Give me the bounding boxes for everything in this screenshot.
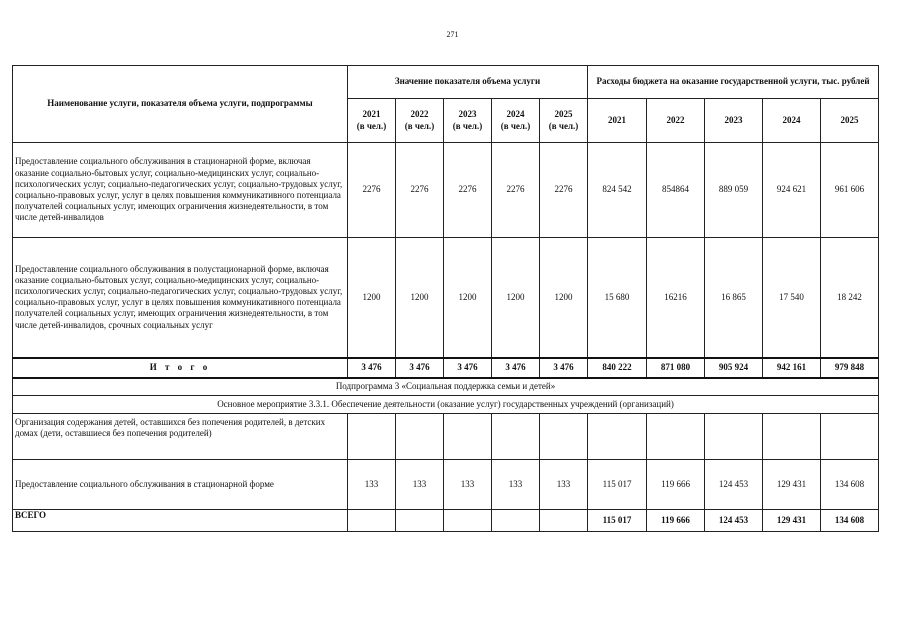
budget-cell: 115 017 [588, 460, 647, 510]
total-label: ВСЕГО [13, 510, 348, 532]
volume-cell: 133 [540, 460, 588, 510]
total-budget-cell: 115 017 [588, 510, 647, 532]
budget-cell: 924 621 [763, 143, 821, 238]
itogo-budget-cell: 942 161 [763, 358, 821, 378]
volume-cell: 2276 [492, 143, 540, 238]
budget-cell: 961 606 [821, 143, 879, 238]
budget-cell: 18 242 [821, 238, 879, 358]
budget-cell: 16216 [647, 238, 705, 358]
volume-cell: 2276 [444, 143, 492, 238]
volume-cell [348, 414, 396, 460]
name-column-header: Наименование услуги, показателя объема услуги, подпрограммы [13, 66, 348, 143]
total-budget-cell: 134 608 [821, 510, 879, 532]
budget-cell: 124 453 [705, 460, 763, 510]
volume-year-header: 2024 (в чел.) [492, 99, 540, 143]
itogo-volume-cell: 3 476 [540, 358, 588, 378]
budget-cell [763, 414, 821, 460]
budget-cell: 119 666 [647, 460, 705, 510]
itogo-budget-cell: 840 222 [588, 358, 647, 378]
service-budget-table [12, 65, 879, 532]
itogo-budget-cell: 979 848 [821, 358, 879, 378]
service-name-cell: Предоставление социального обслуживания в стационарной форме, включая оказание социально-бытовых услуг, социально-медицинских услуг, социально-психологических услуг, социально-педагогических услуг, социально-трудовых услуг, социально-правовых услуг, услуг в целях повышения коммуникативного потенциала получателей социальных услуг, имеющих ограничения жизнедеятельности, в том числе детей-инвалидов [13, 143, 348, 238]
budget-cell [705, 414, 763, 460]
budget-cell: 16 865 [705, 238, 763, 358]
volume-year-header: 2022 (в чел.) [396, 99, 444, 143]
volume-cell [492, 414, 540, 460]
itogo-budget-cell: 871 080 [647, 358, 705, 378]
volume-cell: 1200 [540, 238, 588, 358]
volume-cell: 133 [492, 460, 540, 510]
budget-cell [647, 414, 705, 460]
page-number: 271 [446, 30, 459, 39]
total-volume-cell [396, 510, 444, 532]
budget-year-header: 2022 [647, 99, 705, 143]
service-name-cell: Организация содержания детей, оставшихся без попечения родителей, в детских домах (дети, оставшиеся без попечения родителей) [13, 414, 348, 460]
volume-cell: 2276 [396, 143, 444, 238]
table-row [13, 414, 879, 460]
budget-year-header: 2025 [821, 99, 879, 143]
total-budget-cell: 119 666 [647, 510, 705, 532]
total-volume-cell [348, 510, 396, 532]
total-budget-cell: 129 431 [763, 510, 821, 532]
volume-group-header: Значение показателя объема услуги [348, 66, 588, 99]
itogo-volume-cell: 3 476 [492, 358, 540, 378]
budget-cell [821, 414, 879, 460]
volume-cell: 133 [444, 460, 492, 510]
volume-cell: 1200 [444, 238, 492, 358]
total-volume-cell [444, 510, 492, 532]
volume-cell [444, 414, 492, 460]
budget-year-header: 2024 [763, 99, 821, 143]
budget-cell: 824 542 [588, 143, 647, 238]
budget-year-header: 2023 [705, 99, 763, 143]
total-budget-cell: 124 453 [705, 510, 763, 532]
itogo-label: И т о г о [13, 358, 348, 378]
itogo-row [13, 358, 879, 378]
budget-cell: 17 540 [763, 238, 821, 358]
itogo-volume-cell: 3 476 [348, 358, 396, 378]
volume-cell [540, 414, 588, 460]
total-volume-cell [492, 510, 540, 532]
itogo-budget-cell: 905 924 [705, 358, 763, 378]
budget-group-header: Расходы бюджета на оказание государственной услуги, тыс. рублей [588, 66, 879, 99]
table-row [13, 460, 879, 510]
service-name-cell: Предоставление социального обслуживания в полустационарной форме, включая оказание социально-бытовых услуг, социально-медицинских услуг, социально-психологических услуг, социально-педагогических услуг, социально-трудовых услуг, социально-правовых услуг, услуг в целях повышения коммуникативного потенциала получателей социальных услуг, имеющих ограничения жизнедеятельности, в том числе детей-инвалидов, срочных социальных услуг [13, 238, 348, 358]
budget-cell: 854864 [647, 143, 705, 238]
itogo-volume-cell: 3 476 [396, 358, 444, 378]
table-row [13, 143, 879, 238]
main-event-heading: Основное мероприятие 3.3.1. Обеспечение деятельности (оказание услуг) государственных учреждений (организаций) [13, 396, 879, 414]
budget-cell: 889 059 [705, 143, 763, 238]
budget-cell [588, 414, 647, 460]
volume-year-header: 2021 (в чел.) [348, 99, 396, 143]
total-row [13, 510, 879, 532]
volume-cell [396, 414, 444, 460]
volume-cell: 1200 [492, 238, 540, 358]
volume-cell: 1200 [348, 238, 396, 358]
itogo-volume-cell: 3 476 [444, 358, 492, 378]
budget-cell: 134 608 [821, 460, 879, 510]
volume-cell: 133 [348, 460, 396, 510]
volume-cell: 133 [396, 460, 444, 510]
volume-year-header: 2025 (в чел.) [540, 99, 588, 143]
total-volume-cell [540, 510, 588, 532]
volume-year-header: 2023 (в чел.) [444, 99, 492, 143]
subprogram-heading: Подпрограмма 3 «Социальная поддержка семьи и детей» [13, 378, 879, 396]
volume-cell: 2276 [348, 143, 396, 238]
budget-cell: 15 680 [588, 238, 647, 358]
table-row [13, 238, 879, 358]
budget-year-header: 2021 [588, 99, 647, 143]
budget-cell: 129 431 [763, 460, 821, 510]
volume-cell: 2276 [540, 143, 588, 238]
volume-cell: 1200 [396, 238, 444, 358]
service-name-cell: Предоставление социального обслуживания в стационарной форме [13, 460, 348, 510]
